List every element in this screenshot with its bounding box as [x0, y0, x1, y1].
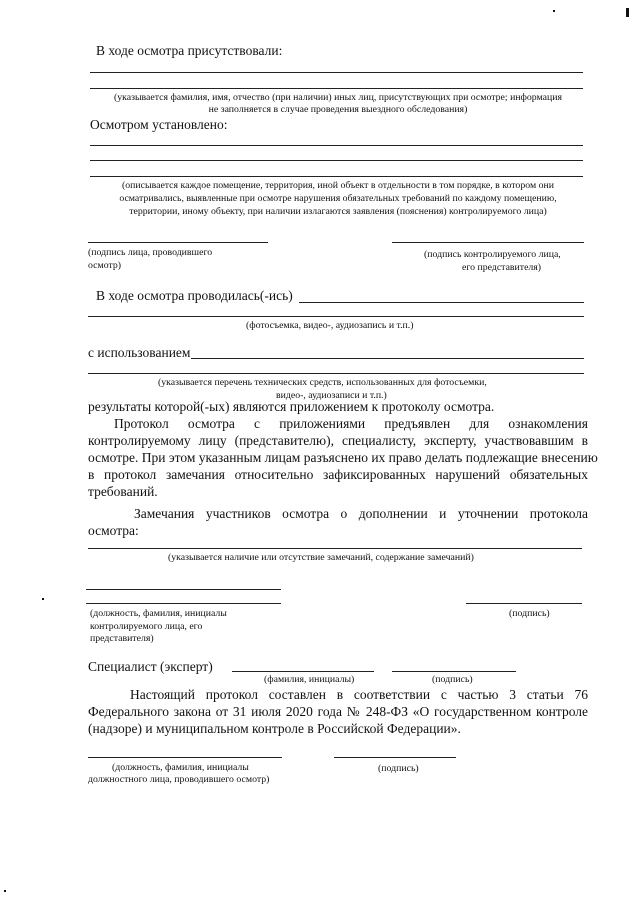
- scan-mark: [626, 8, 629, 17]
- inspector-signature-line: [88, 242, 268, 243]
- protocol-line-4: в протокол замечания относительно зафиксированных нарушений обязательных: [88, 467, 588, 482]
- official-position-line: [88, 757, 282, 758]
- controlled-signature-note-1: (подпись контролируемого лица,: [424, 249, 561, 260]
- present-line-1: [90, 72, 583, 73]
- recording-label: В ходе осмотра проводилась(-ись): [96, 288, 293, 303]
- official-sign-note: (подпись): [378, 763, 419, 774]
- scan-dot: [553, 10, 555, 12]
- specialist-sign-note: (подпись): [432, 674, 473, 685]
- present-line-2: [90, 88, 583, 89]
- controlled-sign-line: [466, 603, 582, 604]
- using-note-1: (указывается перечень технических средств, использованных для фотосъемки,: [158, 377, 487, 388]
- inspector-signature-note-1: (подпись лица, проводившего: [88, 247, 213, 258]
- present-note-1: (указывается фамилия, имя, отчество (при наличии) иных лиц, присутствующих при осмотре; информация: [113, 92, 563, 103]
- recording-line-2: [88, 316, 584, 317]
- protocol-line-5: требований.: [88, 484, 158, 499]
- controlled-signature-line: [392, 242, 584, 243]
- protocol-line-2: контролируемому лицу (представителю), специалисту, эксперту, участвовавшим в: [88, 433, 588, 448]
- established-note-1: (описывается каждое помещение, территория, иной объект в отдельности в том порядке, в котором они: [122, 180, 554, 191]
- recording-note: (фотосъемка, видео-, аудиозапись и т.п.): [246, 320, 414, 331]
- scan-dot: [42, 598, 44, 600]
- controlled-position-note-1: (должность, фамилия, инициалы: [90, 608, 227, 619]
- specialist-sign-line: [392, 671, 516, 672]
- present-note-2: не заполняется в случае проведения выездного обследования): [208, 104, 468, 115]
- recording-line-1: [299, 302, 584, 303]
- controlled-position-line-2: [86, 603, 281, 604]
- using-label: с использованием: [88, 345, 191, 360]
- controlled-position-note-3: представителя): [90, 633, 154, 644]
- remarks-paragraph: [88, 505, 588, 539]
- established-heading: Осмотром установлено:: [90, 117, 228, 132]
- established-line-1: [90, 145, 583, 146]
- results-text: результаты которой(-ых) являются приложением к протоколу осмотра.: [88, 399, 495, 414]
- established-note-2: осматривались, выявленные при осмотре нарушения обязательных требований по каждому помещению,: [119, 193, 557, 204]
- remarks-line-2: осмотра:: [88, 523, 139, 538]
- using-line-1: [191, 358, 584, 359]
- using-note-2: видео-, аудиозаписи и т.п.): [276, 390, 387, 401]
- present-heading: В ходе осмотра присутствовали:: [96, 43, 283, 58]
- specialist-name-note: (фамилия, инициалы): [264, 674, 355, 685]
- scan-dot: [4, 890, 6, 892]
- remarks-note: (указывается наличие или отсутствие замечаний, содержание замечаний): [168, 552, 474, 563]
- remarks-line-1: Замечания участников осмотра о дополнении и уточнении протокола: [134, 506, 588, 521]
- controlled-sign-note: (подпись): [509, 608, 550, 619]
- protocol-line-1: Протокол осмотра с приложениями предъявлен для ознакомления: [114, 416, 588, 431]
- established-note-3: территории, иному объекту, при наличии излагаются заявления (пояснения) контролируемого лица): [129, 206, 547, 217]
- specialist-name-line: [232, 671, 374, 672]
- specialist-label: Специалист (эксперт): [88, 659, 213, 674]
- controlled-position-note-2: контролируемого лица, его: [90, 621, 203, 632]
- law-line-2: Федерального закона от 31 июля 2020 года № 248-ФЗ «О государственном контроле: [88, 704, 588, 719]
- law-line-3: (надзоре) и муниципальном контроле в Российской Федерации».: [88, 721, 461, 736]
- using-line-2: [88, 373, 584, 374]
- inspector-signature-note-2: осмотр): [88, 260, 122, 271]
- protocol-line-3: осмотре. При этом указанным лицам разъяснено их право делать подлежащие внесению: [88, 450, 598, 465]
- remarks-line: [88, 548, 582, 549]
- established-line-2: [90, 160, 583, 161]
- controlled-signature-note-2: его представителя): [462, 262, 542, 273]
- law-line-1: Настоящий протокол составлен в соответствии с частью 3 статьи 76: [130, 687, 588, 702]
- official-sign-line: [334, 757, 456, 758]
- law-paragraph: [88, 686, 588, 737]
- official-position-note-1: (должность, фамилия, инициалы: [112, 762, 249, 773]
- established-line-3: [90, 176, 583, 177]
- protocol-paragraph: [88, 415, 598, 500]
- official-position-note-2: должностного лица, проводившего осмотр): [88, 774, 270, 785]
- controlled-position-line-1: [86, 589, 281, 590]
